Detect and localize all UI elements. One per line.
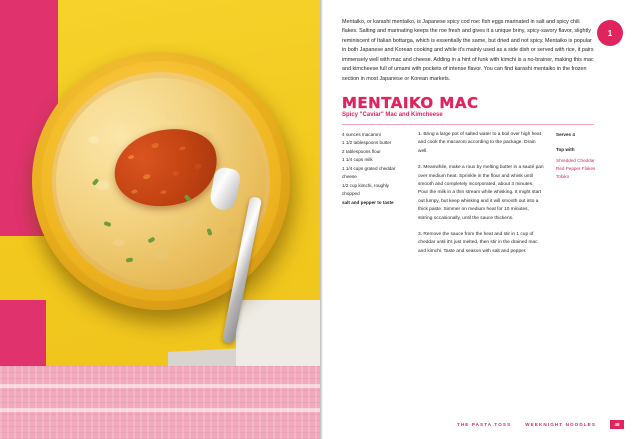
ingredients-list — [342, 131, 406, 207]
page-footer — [320, 420, 640, 429]
instruction-step: 1. Bring a large pot of salted water to a boil over high heat and cook the macaroni according to the package. Drain well. — [418, 132, 541, 154]
serving-sidebar — [556, 131, 618, 181]
instructions-list — [418, 131, 544, 264]
ingredient-item: 2 tablespoons flour — [342, 148, 381, 154]
footer-section-label: THE PASTA TOSS — [456, 422, 512, 427]
title-divider — [342, 124, 594, 125]
ingredient-item: 4 ounces macaroni — [342, 132, 381, 137]
cloth-texture — [0, 366, 320, 439]
ingredient-item: 1/2 cup kimchi, roughly chopped — [342, 182, 389, 197]
topping-heading: Top with — [556, 147, 575, 153]
instruction-step: 2. Meanwhile, make a roux by melting butter in a sauté pan over medium heat. Sprinkle in the flour and whisk until smooth and completely incorporated, about 3 minutes. Pour the milk in a thin stream while whisking. It might start out lumpy, but keep whisking and it will smooth out into a thick paste. Simmer on medium heat for 10 minutes, stirring occasionally, until the sauce thickens. — [418, 165, 544, 221]
topping-item: Red Pepper Flakes — [556, 165, 596, 171]
topping-item: Tobiko — [556, 174, 570, 180]
chapter-badge: 1 — [597, 20, 623, 46]
footer-chapter-label: WEEKNIGHT NOODLES — [525, 422, 596, 427]
ingredient-item: 1 1/4 cups milk — [342, 157, 373, 163]
text-page — [320, 0, 640, 439]
ingredient-item: 1 1/4 cups grated cheddar cheese — [342, 165, 396, 180]
spread-gutter — [320, 0, 323, 439]
ingredient-item: 1 1/2 tablespoons butter — [342, 140, 392, 146]
ingredient-item: salt and pepper to taste — [342, 199, 394, 205]
recipe-subtitle: Spicy "Caviar" Mac and Kimcheese — [342, 112, 443, 118]
intro-paragraph: Mentaiko, or karashi mentaiko, is Japanese spicy cod roe: fish eggs marinated in salt and spicy chili flakes. Salting and marinating keeps the roe fresh and gives it a unique briny, spicy-savory flavor, slightly reminiscent of Italian bottarga, which is essentially the same, but dried and not spicy. Mentaiko is popular in both Japanese and Korean cooking and while it's mainly used as a side dish or served with rice, it pairs immensely well with mac and cheese. Adding in a hint of funk with kimchi is a no-brainer, making this mac and kimcheese full of umami with pockets of intense flavor. You can find karashi mentaiko in the frozen section in most Japanese or Korean markets. — [342, 19, 594, 82]
recipe-title: MENTAIKO MAC — [342, 94, 479, 112]
cloth-stripe — [0, 408, 320, 412]
cloth-stripe — [0, 384, 320, 388]
instruction-step: 3. Remove the sauce from the heat and stir in 1 cup of cheddar until it's just melted, then stir in the drained mac and kimchi. Taste and season with salt and pepper. — [418, 231, 538, 254]
serves-label: Serves 4 — [556, 132, 575, 137]
footer-page-number: 48 — [610, 420, 624, 429]
topping-item: Shredded Cheddar — [556, 157, 595, 163]
